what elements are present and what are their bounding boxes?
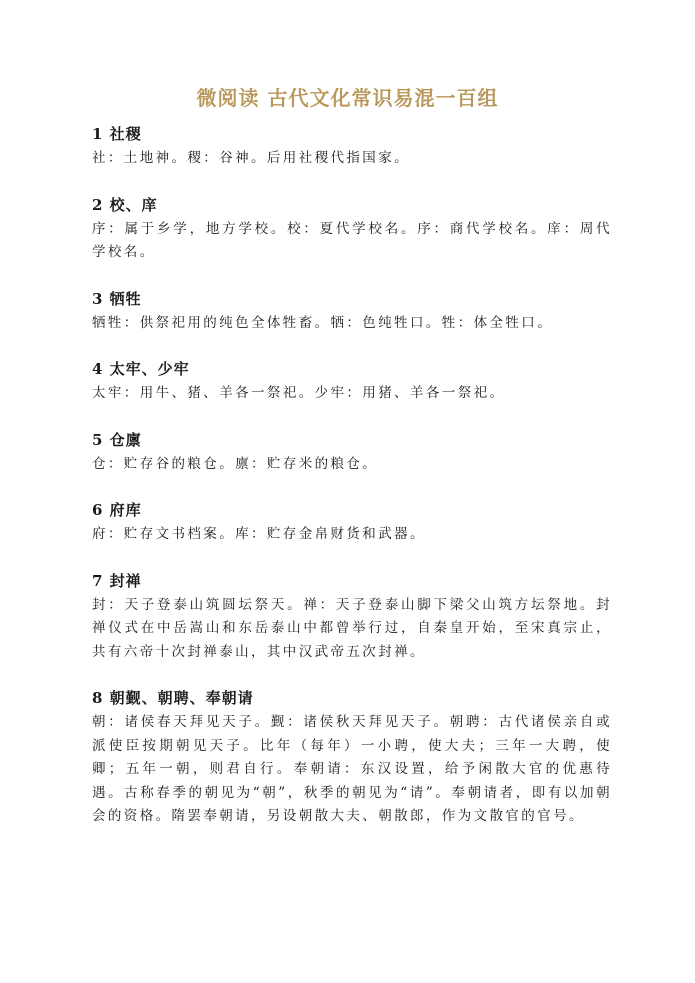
section-2 <box>92 195 612 265</box>
section-body: 序：属于乡学，地方学校。校：夏代学校名。序：商代学校名。庠：周代学校名。 <box>92 220 612 260</box>
section-heading: 3 牺牲 <box>92 289 142 308</box>
section-8 <box>92 688 612 829</box>
section-body: 府：贮存文书档案。库：贮存金帛财货和武器。 <box>92 526 426 542</box>
section-heading: 6 府库 <box>92 501 142 519</box>
section-heading: 8 朝觐、朝聘、奉朝请 <box>92 689 254 707</box>
section-7 <box>92 571 612 665</box>
section-heading: 2 校、庠 <box>92 195 158 214</box>
section-3 <box>92 289 612 336</box>
section-body: 封：天子登泰山筑圆坛祭天。禅：天子登泰山脚下梁父山筑方坛祭地。封禅仪式在中岳嵩山和东岳泰山中都曾举行过，自秦皇开始，至宋真宗止，共有六帝十次封禅泰山，其中汉武帝五次封禅。 <box>92 596 612 660</box>
section-1 <box>92 124 612 171</box>
section-5 <box>92 430 612 477</box>
document-title: 微阅读 古代文化常识易混一百组 <box>196 86 499 110</box>
section-heading: 7 封禅 <box>92 571 142 590</box>
section-4 <box>92 359 612 406</box>
section-body: 仓：贮存谷的粮仓。廪：贮存米的粮仓。 <box>92 455 379 472</box>
section-body: 太牢：用牛、猪、羊各一祭祀。少牢：用猪、羊各一祭祀。 <box>92 385 506 401</box>
section-heading: 1 社稷 <box>92 125 142 143</box>
section-heading: 4 太牢、少牢 <box>92 360 190 378</box>
sections-container <box>92 124 612 853</box>
section-body: 朝：诸侯春天拜见天子。觐：诸侯秋天拜见天子。朝聘：古代诸侯亲自或派使臣按期朝见天子。比年（每年）一小聘，使大夫；三年一大聘，使卿；五年一朝，则君自行。奉朝请：东汉设置，给予闲散大官的优惠待遇。古称春季的朝见为“朝”，秋季的朝见为“请”。奉朝请者，即有以加朝会的资格。隋罢奉朝请，另设朝散大夫、朝散郎，作为文散官的官号。 <box>92 714 612 824</box>
section-body: 牺牲：供祭祀用的纯色全体牲畜。牺：色纯牲口。牲：体全牲口。 <box>92 314 554 331</box>
section-body: 社：土地神。稷：谷神。后用社稷代指国家。 <box>92 150 410 166</box>
section-heading: 5 仓廪 <box>92 430 142 449</box>
section-6 <box>92 500 612 547</box>
